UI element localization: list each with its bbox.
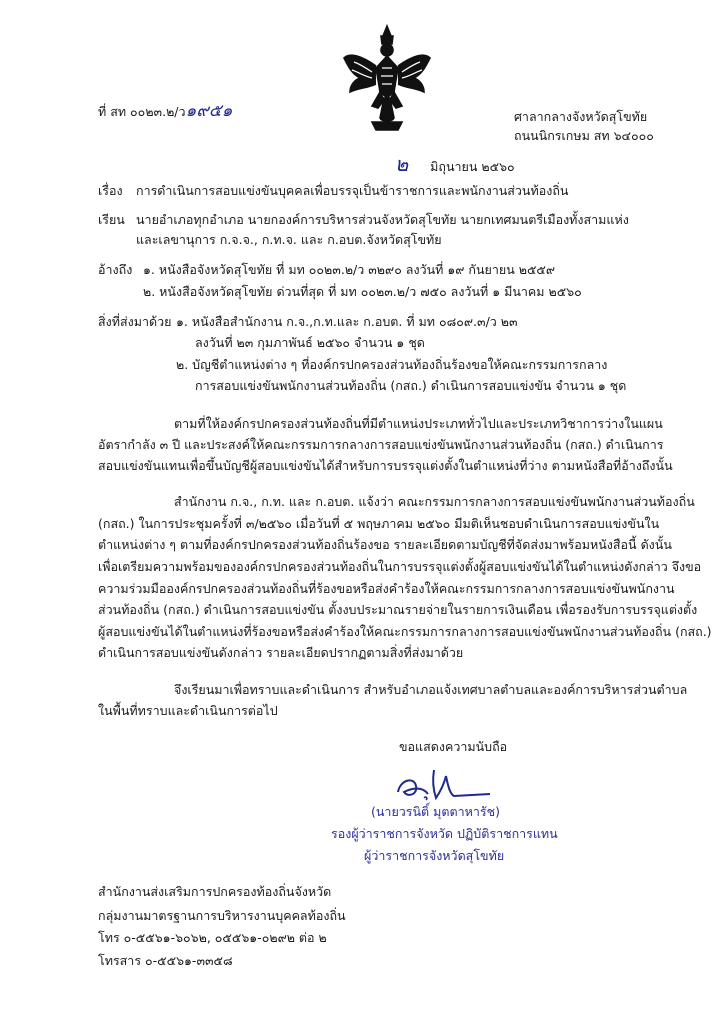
date-day-handwritten: ๒ bbox=[395, 152, 409, 176]
reference-line-2: ๒. หนังสือจังหวัดสุโขทัย ด่วนที่สุด ที่ มท ๐๐๒๓.๒/ว ๗๕๐ ลงวันที่ ๑ มีนาคม ๒๕๖๐ bbox=[143, 284, 582, 299]
garuda-emblem-icon bbox=[342, 22, 432, 134]
subject-text: การดำเนินการสอบแข่งขันบุคคลเพื่อบรรจุเป็นข้าราชการและพนักงานส่วนท้องถิ่น bbox=[136, 183, 569, 198]
paragraph-2-line: ผู้สอบแข่งขันได้ในตำแหน่งที่ร้องขอหรือส่งคำร้องให้คณะกรรมการกลางการสอบแข่งขันพนักงานส่วนท้องถิ่น (กสถ.) bbox=[98, 624, 712, 639]
enclosure-line-1: ๑. หนังสือสำนักงาน ก.จ.,ก.ท.และ ก.อบต. ที่ มท ๐๘๐๙.๓/ว ๒๓ bbox=[176, 314, 518, 329]
office-name: ศาลากลางจังหวัดสุโขทัย bbox=[514, 109, 648, 124]
paragraph-2-line: ดำเนินการสอบแข่งขันดังกล่าว รายละเอียดปรากฏตามสิ่งที่ส่งมาด้วย bbox=[98, 645, 464, 660]
paragraph-1-line: สอบแข่งขันแทนเพื่อขึ้นบัญชีผู้สอบแข่งขันได้สำหรับการบรรจุแต่งตั้งในตำแหน่งที่ว่าง ตามหนังสือที่อ้างถึงนั้น bbox=[98, 458, 673, 473]
reference-number bbox=[98, 103, 232, 120]
paragraph-2-line: ตำแหน่งต่าง ๆ ตามที่องค์กรปกครองส่วนท้องถิ่นร้องขอ รายละเอียดตามบัญชีที่จัดส่งมาพร้อมหนังสือนี้ ดังนั้น bbox=[98, 537, 672, 552]
paragraph-2-line: (กสถ.) ในการประชุมครั้งที่ ๓/๒๕๖๐ เมื่อวันที่ ๕ พฤษภาคม ๒๕๖๐ มีมติเห็นชอบดำเนินการสอบแข่งขันใน bbox=[98, 516, 660, 531]
footer-phone: โทร ๐-๕๕๖๑-๖๐๖๒, ๐๕๕๖๑-๐๒๙๒ ต่อ ๒ bbox=[98, 930, 327, 945]
closing-salutation: ขอแสดงความนับถือ bbox=[399, 739, 508, 754]
footer-office-2: กลุ่มงานมาตรฐานการบริหารงานบุคคลท้องถิ่น bbox=[98, 908, 346, 923]
signature-icon bbox=[388, 758, 498, 808]
paragraph-1-line: อัตรากำลัง ๓ ปี และประสงค์ให้คณะกรรมการกลางการสอบแข่งขันพนักงานส่วนท้องถิ่น (กสถ.) ดำเนินการ bbox=[98, 437, 664, 452]
paragraph-1-line: ตามที่ให้องค์กรปกครองส่วนท้องถิ่นที่มีตำแหน่งประเภททั่วไปและประเภทวิชาการว่างในแผน bbox=[174, 416, 663, 431]
paragraph-2-line: ส่วนท้องถิ่น (กสถ.) ดำเนินการสอบแข่งขัน ตั้งงบประมาณรายจ่ายในรายการเงินเดือน เพื่อรองรับการบรรจุแต่งตั้ง bbox=[98, 602, 698, 617]
recipient-line-2: และเลขานุการ ก.จ.จ., ก.ท.จ. และ ก.อบต.จังหวัดสุโขทัย bbox=[136, 232, 442, 247]
reference-prefix: ที่ สท ๐๐๒๓.๒/ว bbox=[98, 104, 186, 119]
paragraph-3-line: ในพื้นที่ทราบและดำเนินการต่อไป bbox=[98, 703, 278, 718]
reference-number-handwritten: ๑๙๕๑ bbox=[185, 101, 233, 121]
footer-office-1: สำนักงานส่งเสริมการปกครองท้องถิ่นจังหวัด bbox=[98, 884, 332, 899]
signer-title-2: ผู้ว่าราชการจังหวัดสุโขทัย bbox=[364, 848, 505, 863]
paragraph-2-line: สำนักงาน ก.จ., ก.ท. และ ก.อบต. แจ้งว่า คณะกรรมการกลางการสอบแข่งขันพนักงานส่วนท้องถิ่น bbox=[174, 494, 695, 509]
recipient-line-1: นายอำเภอทุกอำเภอ นายกองค์การบริหารส่วนจังหวัดสุโขทัย นายกเทศมนตรีเมืองทั้งสามแห่ง bbox=[136, 212, 629, 227]
recipient-label: เรียน bbox=[98, 212, 125, 227]
date-month-year: มิถุนายน ๒๕๖๐ bbox=[430, 159, 515, 174]
signer-title-1: รองผู้ว่าราชการจังหวัด ปฏิบัติราชการแทน bbox=[331, 826, 558, 841]
enclosure-line-4: การสอบแข่งขันพนักงานส่วนท้องถิ่น (กสถ.) ดำเนินการสอบแข่งขัน จำนวน ๑ ชุด bbox=[195, 378, 627, 393]
paragraph-2-line: ความร่วมมือองค์กรปกครองส่วนท้องถิ่นที่ร้องขอหรือส่งคำร้องให้คณะกรรมการกลางการสอบแข่งขันพนักงาน bbox=[98, 581, 675, 596]
enclosure-line-3: ๒. บัญชีตำแหน่งต่าง ๆ ที่องค์กรปกครองส่วนท้องถิ่นร้องขอให้คณะกรรมการกลาง bbox=[176, 357, 608, 372]
enclosure-line-2: ลงวันที่ ๒๓ กุมภาพันธ์ ๒๕๖๐ จำนวน ๑ ชุด bbox=[195, 335, 425, 350]
paragraph-3-line: จึงเรียนมาเพื่อทราบและดำเนินการ สำหรับอำเภอแจ้งเทศบาลตำบลและองค์การบริหารส่วนตำบล bbox=[174, 682, 688, 697]
enclosures-label: สิ่งที่ส่งมาด้วย bbox=[98, 314, 172, 329]
paragraph-2-line: เพื่อเตรียมความพร้อมขององค์กรปกครองส่วนท้องถิ่นในการบรรจุแต่งตั้งผู้สอบแข่งขันได้ในตำแหน่งดังกล่าว จึงขอ bbox=[98, 559, 702, 574]
subject-label: เรื่อง bbox=[98, 183, 123, 198]
signer-name: (นายวรนิติ์ มุตตาหารัช) bbox=[371, 804, 500, 819]
reference-line-1: ๑. หนังสือจังหวัดสุโขทัย ที่ มท ๐๐๒๓.๒/ว ๓๒๙๐ ลงวันที่ ๑๙ กันยายน ๒๕๕๙ bbox=[143, 262, 556, 277]
footer-fax: โทรสาร ๐-๕๕๖๑-๓๓๕๘ bbox=[98, 953, 233, 968]
references-label: อ้างถึง bbox=[98, 262, 133, 277]
office-address: ถนนนิกรเกษม สท ๖๔๐๐๐ bbox=[514, 128, 654, 143]
document-date bbox=[395, 154, 515, 174]
